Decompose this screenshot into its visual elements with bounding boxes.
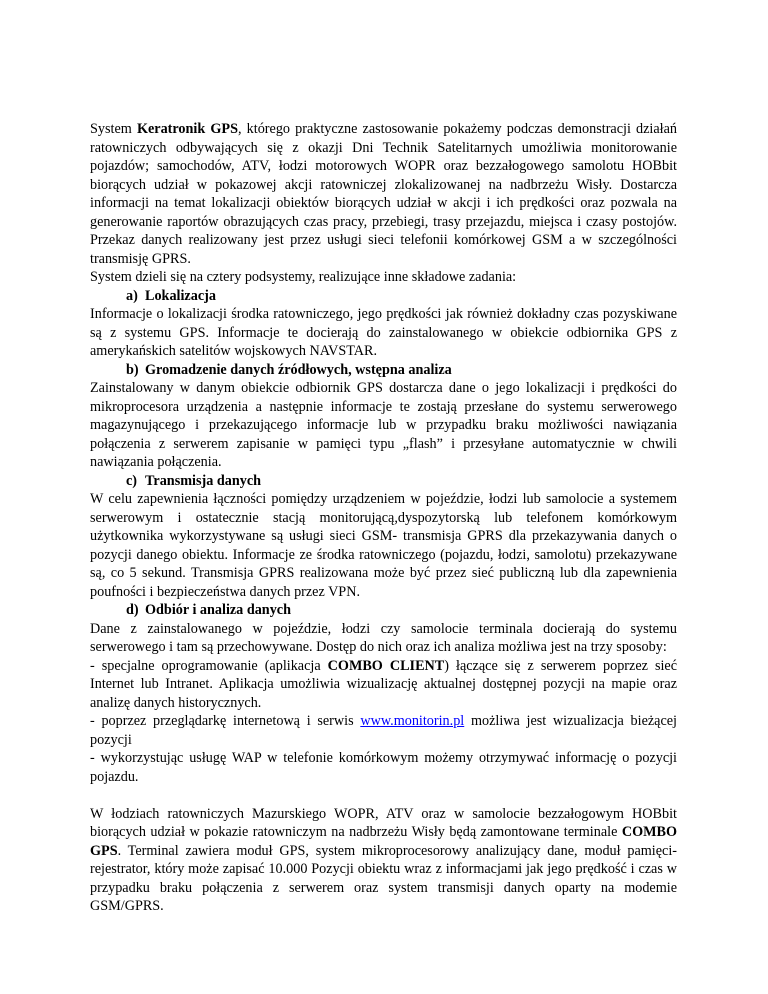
section-title: Lokalizacja — [145, 287, 216, 304]
document-page — [90, 120, 677, 916]
subsystems-line: System dzieli się na cztery podsystemy, realizujące inne składowe zadania: — [90, 269, 517, 285]
section-title: Odbiór i analiza danych — [145, 602, 291, 618]
access-text: ) łączące się z serwerem poprzez sieć Internet lub Intranet. Aplikacja umożliwia wizualizację aktualnej dostępnej pozycji na mapie oraz analizę danych historycznych. — [90, 657, 678, 711]
section-a-heading — [90, 287, 677, 306]
intro-text-rest: , którego praktyczne zastosowanie pokażemy podczas demonstracji działań ratowniczych odbywających się z okazji Dni Technik Satelitarnych umożliwia monitorowanie pojazdów; samochodów, ATV, łodzi motorowych WOPR oraz bezzałogowego samolotu HOBbit biorących udział w pokazowej akcji ratowniczej zlokalizowanej na nadbrzeżu Wisły. Dostarcza informacji na temat lokalizacji obiektów biorących udział w akcji i ich prędkości oraz pozwala na generowanie raportów obrazujących czas pracy, przebiegi, trasy przejazdu, miejsca i czasy postojów. Przekaz danych realizowany jest przez usługi sieci telefonii komórkowej GSM a w szczególności transmisję GPRS. — [90, 121, 677, 267]
access-method-browser — [90, 712, 677, 749]
section-b-heading — [90, 361, 677, 380]
section-marker: a) — [126, 287, 138, 304]
section-marker: c) — [126, 472, 138, 489]
intro-paragraph — [90, 120, 677, 268]
brand-name: Keratronik GPS — [136, 121, 238, 137]
section-title: Transmisja danych — [145, 472, 262, 489]
access-text: - poprzez przeglądarkę internetową i serwis — [90, 713, 361, 729]
combo-gps-name: COMBO GPS — [90, 824, 677, 859]
section-c-body: W celu zapewnienia łączności pomiędzy urządzeniem w pojeździe, łodzi lub samolocie a systemem serwerowym i ostatecznie stacją monitorującą,dyspozytorską lub telefonem komórkowym użytkownika wykorzystywane są usługi sieci GSM- transmisja GPRS dla przekazywania danych o pozycji danego obiektu. Informacje ze środka ratowniczego (pojazdu, łodzi, samolotu) przekazywane są, co 5 sekund. Transmisja GPRS realizowana może być przez sieć publiczną lub dla zapewnienia poufności i bezpieczeństwa danych przez VPN. — [90, 491, 677, 600]
closing-paragraph — [90, 805, 677, 916]
closing-text-start: W łodziach ratowniczych Mazurskiego WOPR, ATV oraz w samolocie bezzałogowym HOBbit biorących udział w pokazie ratowniczym na nadbrzeżu Wisły będą zamontowane terminale — [90, 805, 677, 840]
access-method-client — [90, 657, 677, 713]
paragraph-gap — [90, 786, 677, 805]
access-text: możliwa jest wizualizacja bieżącej pozycji — [90, 713, 677, 748]
access-text: - specjalne oprogramowanie (aplikacja — [90, 657, 328, 674]
intro-text-start: System — [90, 121, 137, 137]
section-title: Gromadzenie danych źródłowych, wstępna analiza — [145, 361, 452, 378]
section-d-heading — [90, 601, 677, 620]
section-marker: b) — [126, 361, 139, 378]
section-a-body: Informacje o lokalizacji środka ratowniczego, jego prędkości jak również dokładny czas pozyskiwane są z systemu GPS. Informacje te docierają do zainstalowanego w obiekcie odbiornika GPS z amerykańskich satelitów wojskowych NAVSTAR. — [90, 306, 677, 359]
access-method-wap: - wykorzystując usługę WAP w telefonie komórkowym możemy otrzymywać informację o pozycji pojazdu. — [90, 750, 677, 785]
closing-text-rest: . Terminal zawiera moduł GPS, system mikroprocesorowy analizujący dane, moduł pamięci-rejestrator, który może zapisać 10.000 Pozycji obiektu wraz z informacjami jak jego prędkość i czas w przypadku braku połączenia z serwerem oraz system transmisji danych oparty na modemie GSM/GPRS. — [90, 842, 677, 914]
section-d-body: Dane z zainstalowanego w pojeździe, łodzi czy samolocie terminala docierają do systemu serwerowego i tam są przechowywane. Dostęp do nich oraz ich analiza możliwa jest na trzy sposoby: — [90, 620, 677, 655]
section-b-body: Zainstalowany w danym obiekcie odbiornik GPS dostarcza dane o jego lokalizacji i prędkości do mikroprocesora urządzenia a następnie informacje te zostają przesłane do systemu serwerowego magazynującego i przekazującego informacje lub w przypadku braku możliwości nawiązania połączenia z serwerem zapisanie w pamięci typu „flash” i przesyłane automatycznie w chwili nawiązania połączenia. — [90, 380, 677, 470]
combo-client-name: COMBO CLIENT — [327, 657, 445, 674]
section-c-heading — [90, 472, 677, 491]
section-marker: d) — [126, 602, 139, 618]
monitorin-link[interactable]: www.monitorin.pl — [360, 713, 465, 729]
